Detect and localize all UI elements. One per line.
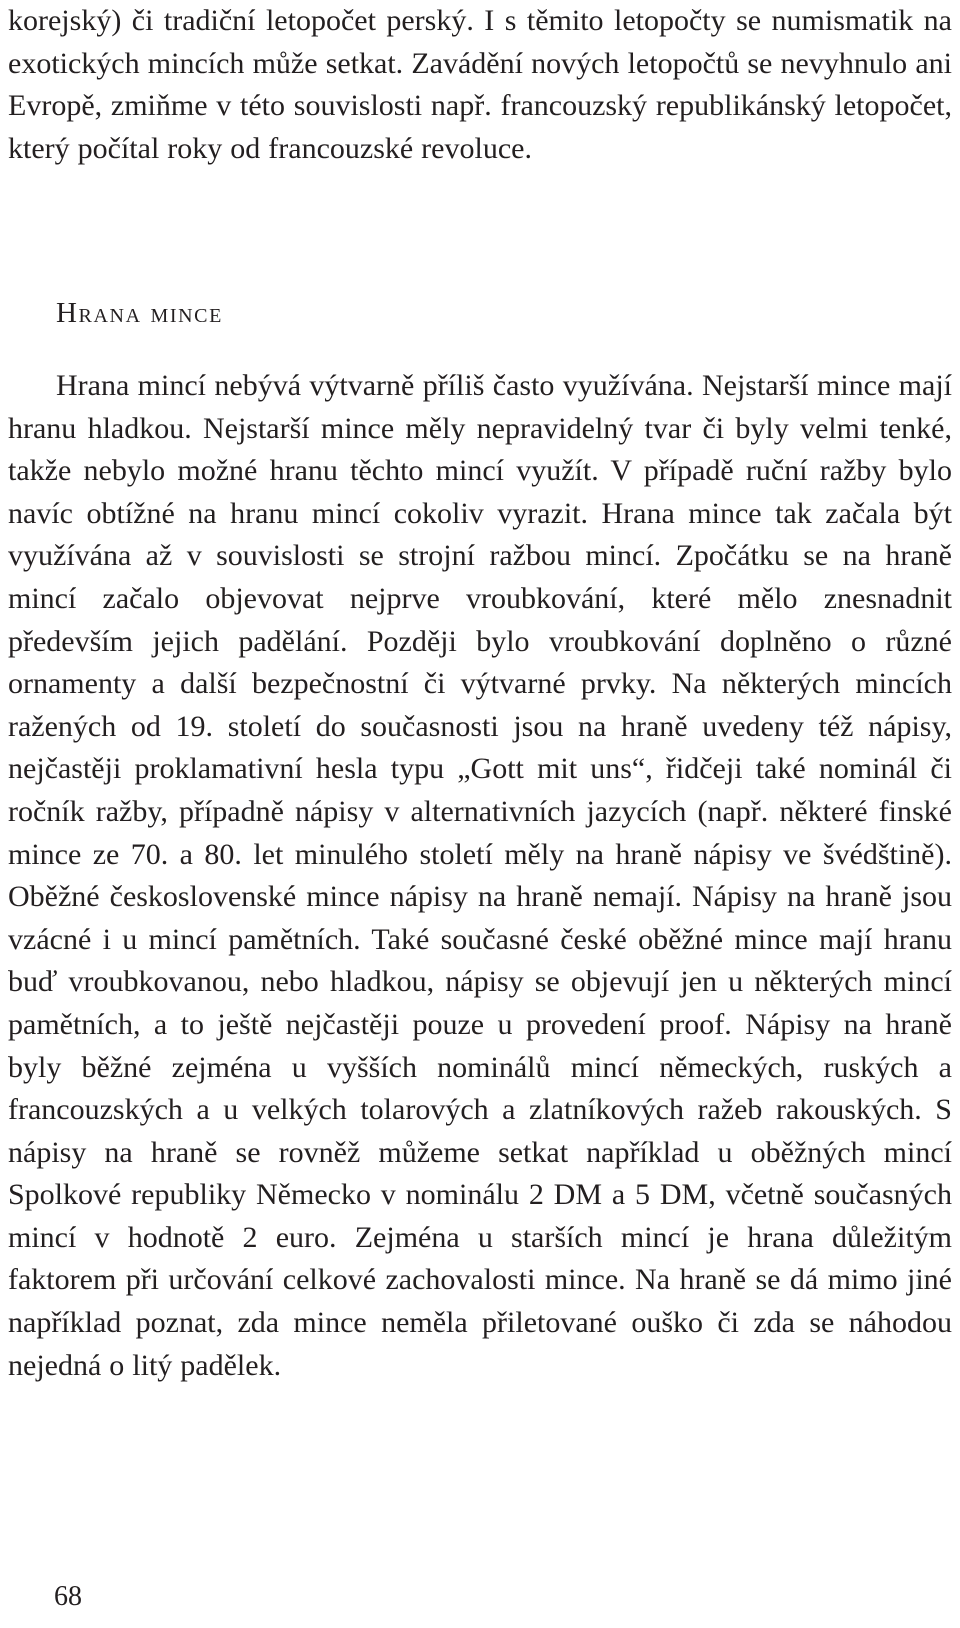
section-paragraph: Hrana mincí nebývá výtvarně příliš často využívána. Nejstarší mince mají hranu hladkou. Nejstarší mince měly nepravidelný tvar či byly velmi tenké, takže nebylo možné hranu těchto mincí využít. V případě ruční ražby bylo navíc obtížné na hranu mincí cokoliv vyrazit. Hrana mince tak začala být využívána až v souvislosti se strojní ražbou mincí. Zpočátku se na hraně mincí začalo objevovat nejprve vroubkování, které mělo znesnadnit především jejich padělání. Později bylo vroubkování doplněno o různé ornamenty a další bezpečnostní či výtvarné prvky. Na některých mincích ražených od 19. století do současnosti jsou na hraně uvedeny též nápisy, nejčastěji proklamativní hesla typu „Gott mit uns“, řidčeji také nominál či ročník ražby, případně nápisy v alternativních jazycích (např. některé finské mince ze 70. a 80. let minulého století měly na hraně nápisy ve švédštině). Oběžné československé mince nápisy na hraně nemají. Nápisy na hraně jsou vzácné i u mincí pamětních. Také současné české oběžné mince mají hranu buď vroubkovanou, nebo hladkou, nápisy se objevují jen u některých mincí pamětních, a to ještě nejčastěji pouze u provedení proof. Nápisy na hraně byly běžné zejména u vyšších nominálů mincí německých, ruských a francouzských a u velkých tolarových a zlatníkových ražeb rakouských. S nápisy na hraně se rovněž můžeme setkat například u oběžných mincí Spolkové republiky Německo v nominálu 2 DM a 5 DM, včetně současných mincí v hodnotě 2 euro. Zejména u starších mincí je hrana důležitým faktorem při určování celkové zachovalosti mince. Na hraně se dá mimo jiné například poznat, zda mince neměla přiletované ouško či zda se náhodou nejedná o litý padělek. — [8, 369, 952, 1382]
section-heading: Hrana mince — [56, 297, 223, 329]
book-page — [8, 0, 952, 1628]
page-number: 68 — [54, 1581, 82, 1612]
continuation-paragraph: korejský) či tradiční letopočet perský. I s těmito letopočty se numismatik na exotických mincích může setkat. Zavádění nových letopočtů se nevyhnulo ani Evropě, zmiňme v této souvislosti např. francouzský republikánský letopočet, který počítal roky od francouzské revoluce. — [8, 4, 952, 165]
